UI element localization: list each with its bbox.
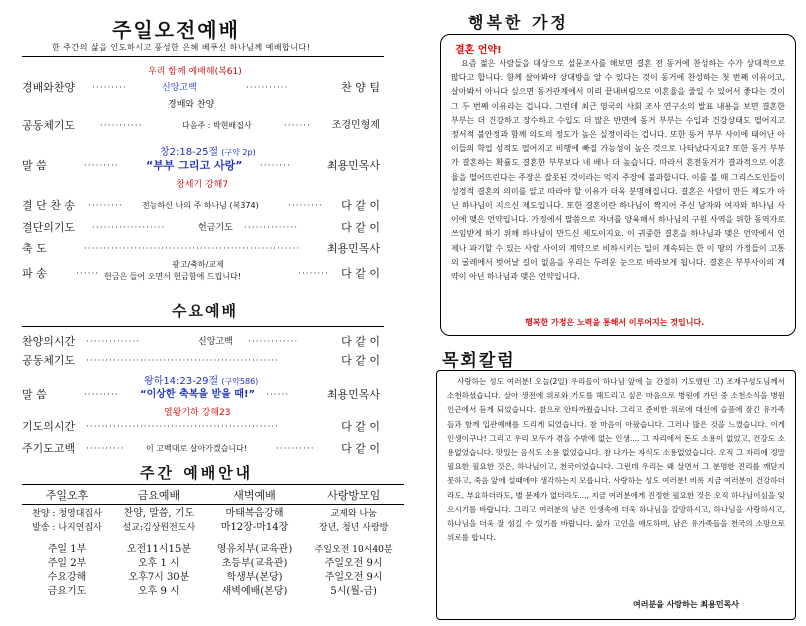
dots: ········· xyxy=(88,201,123,211)
row-label: 축 도 xyxy=(22,242,47,255)
cell-line: 주일 1부 xyxy=(47,543,87,555)
dots: ········· xyxy=(84,161,119,171)
scripture-page: (구약 2p) xyxy=(221,148,256,157)
row-leader: 찬 양 팀 xyxy=(341,81,380,94)
dots: ······ xyxy=(266,390,290,400)
table-row xyxy=(22,505,404,541)
row-label: 말 씀 xyxy=(22,159,47,172)
sermon-series: 창세기 강해7 xyxy=(176,180,229,190)
sunday-service-title: 주일오전예배 xyxy=(112,18,240,42)
preacher: 최용민목사 xyxy=(326,388,380,401)
cell-line: 오후 1 시 xyxy=(138,557,180,569)
cell-line: 주일 2부 xyxy=(47,557,87,569)
pastoral-column-title: 목회칼럼 xyxy=(442,351,516,371)
cell-line: 교제와 나눔 xyxy=(330,509,377,519)
cell-line: 오후 9 시 xyxy=(138,585,180,597)
bulletin-right-column xyxy=(412,0,806,626)
offering-prayer: 헌금기도 xyxy=(198,223,233,233)
lords-prayer-note: 이 고백대로 살아가겠습니다! xyxy=(146,444,248,453)
dots: ························································ xyxy=(84,244,301,254)
cell-line: 초등부(교육관) xyxy=(221,557,288,569)
dots: ············· xyxy=(248,337,299,347)
row-label: 파 송 xyxy=(22,267,47,280)
table-cell xyxy=(303,505,404,541)
cell-line: 마12장-마14장 xyxy=(220,522,289,533)
cell-line: 5시(월-금) xyxy=(330,585,377,597)
cell-line: 금요기도 xyxy=(47,585,87,597)
dots: ··········· xyxy=(246,83,289,93)
cell-line: 마태복음강해 xyxy=(225,508,284,519)
cell-line: 오후7시 30분 xyxy=(128,571,190,583)
dots: ·········· xyxy=(276,444,315,454)
row-leader: 다 같 이 xyxy=(341,420,380,433)
sermon-reference xyxy=(160,143,256,158)
row-label: 결 단 찬 송 xyxy=(22,199,75,212)
row-wed-sermon xyxy=(22,387,380,403)
family-footer: 행복한 가정은 노력을 통해서 이루어지는 것입니다. xyxy=(525,318,705,327)
row-leader: 다 같 이 xyxy=(341,335,380,348)
creed-label: 신앙고백 xyxy=(162,83,197,93)
dots: ·········· xyxy=(86,444,125,454)
table-cell xyxy=(303,541,404,601)
dots: ··················· xyxy=(92,223,166,233)
column-header: 새벽예배 xyxy=(206,486,303,505)
row-leader: 다 같 이 xyxy=(341,221,380,234)
weekly-schedule-title: 주간 예배안내 xyxy=(140,464,254,482)
cell-line: 수요강해 xyxy=(47,571,87,583)
cell-line: 설교:김상원전도사 xyxy=(122,523,196,533)
dots: ········ xyxy=(260,161,291,171)
row-leader: 조경민형제 xyxy=(331,120,380,131)
table-cell xyxy=(22,505,112,541)
dots: ··········· xyxy=(100,121,143,131)
scripture-ref: 왕하14:23-29절 xyxy=(144,376,219,387)
cell-line: 주일오전 9시 xyxy=(324,557,383,569)
scripture-page: (구약586) xyxy=(221,377,259,386)
table-cell xyxy=(112,541,206,601)
row-label: 주기도고백 xyxy=(22,442,76,455)
hymn-title: 전능하신 나의 주 하나님 (복374) xyxy=(142,201,259,210)
cell-line: 영유치부(교육관) xyxy=(216,543,293,555)
row-wed-prayer-time xyxy=(22,419,380,435)
row-leader: 다 같 이 xyxy=(341,199,380,212)
row-leader: 다 같 이 xyxy=(341,442,380,455)
table-cell xyxy=(206,505,303,541)
call-to-worship: 우리 함께 예배해(복61) xyxy=(148,67,242,77)
weekly-schedule-table xyxy=(22,486,404,601)
dots: ········· xyxy=(288,201,323,211)
row-lords-prayer xyxy=(22,441,380,457)
column-header: 금요예배 xyxy=(112,486,206,505)
column-header: 사랑방모임 xyxy=(303,486,404,505)
family-body-text: 요즘 젊은 사람들을 대상으로 설문조사를 해보면 결혼 전 동거에 찬성하는 수가 상대적으로 많다고 합니다. 함께 살아봐야 상대방을 알 수 있다는 것이 동거에 찬성하는 첫 번째 이유이고, 살아봐서 아니다 싶으면 동거관계에서 미리 끝내버림으로 이혼율을 줄일 수 있어서 좋다는 것이 그 두 번째 이유라는 겁니다. 그런데 최근 영국의 사회 조사 연구소의 발표 내용을 보면 결혼한 부부는 더 건강하고 장수하고 수입도 더 많은 반면에 동거 부부는 수입과 건강상태도 떨어지고 정서적 불안정과 함께 의도의 정도가 높은 실정이라는 겁니다. 또한 동거 부부 사이에 태어난 아이들의 학업 성적도 떨어지고 비행에 빠질 가능성이 높은 것으로 나타났다지요? 또한 동거 부부가 결혼하는 확률도 결혼한 부부보다 네 배나 더 높습니다. 따라서 혼전동거가 결과적으로 이혼율을 떨어뜨린다는 주장은 잘못된 것이라는 억지 주장에 불과합니다. 이를 볼 때 그리스도인들이 성경적 결혼의 의미를 알고 따라야 할 이유가 더욱 분명해집니다. 결혼은 사람이 만든 제도가 아닌 하나님이 지으신 제도입니다. 또한 결혼이란 하나님이 짝지어 주신 남자와 여자와 하나님 사이에 맺은 언약입니다. 가정에서 말씀으로 자녀를 양육해서 하나님의 구원 사역을 위한 동역자로 쓰임받게 하기 위해 하나님이 만드신 제도이지요. 이 귀중한 결혼을 하나님과 맺은 언약에서 언제나 파기할 수 있는 사람 사이의 계약으로 비하시키는 일이 계속되는 한 이 땅의 가정들이 고통의 굴레에서 벗어날 길이 없음을 우리는 두려운 눈으로 바라보게 됩니다. 결혼은 부부사이의 계약이 아닌 하나님과 맺은 언약입니다. xyxy=(451,59,785,282)
row-label: 경배와찬양 xyxy=(22,81,76,94)
scripture-ref: 창2:18-25절 xyxy=(160,147,219,158)
cell-line: 주일오전 9시 xyxy=(324,571,383,583)
offering-note: 헌금은 들어 오면서 헌금함에 드립니다! xyxy=(104,272,242,281)
row-leader: 다 같 이 xyxy=(341,267,380,280)
wednesday-service-title: 수요예배 xyxy=(172,302,238,320)
table-cell xyxy=(112,505,206,541)
column-header: 주일오후 xyxy=(22,486,112,505)
row-label: 말 씀 xyxy=(22,388,47,401)
next-week-prayer: 다음주 : 박현배집사 xyxy=(182,121,252,130)
table-header-row xyxy=(22,486,404,505)
dots: ······ xyxy=(76,269,100,279)
pastoral-column-box xyxy=(436,370,796,620)
dots: ·············· xyxy=(244,223,299,233)
sermon-title: “부부 그리고 사랑” xyxy=(146,159,243,172)
dots: ······· xyxy=(284,121,312,131)
praise-sub: 경배와 찬양 xyxy=(168,100,215,110)
row-community-prayer xyxy=(22,118,380,134)
row-label: 공동체기도 xyxy=(22,119,76,132)
row-offering-song xyxy=(22,198,380,214)
cell-line: 주일오전 10시40분 xyxy=(314,544,393,555)
happy-family-title: 행복한 가정 xyxy=(468,13,569,32)
sermon-title: “이상한 축복을 받을 때!” xyxy=(140,389,256,400)
creed-label: 신앙고백 xyxy=(198,337,233,347)
divider xyxy=(22,326,384,327)
cell-line: 찬양, 말씀, 기도 xyxy=(123,508,195,519)
cell-line: 장년, 청년 사랑방 xyxy=(318,523,389,533)
row-sermon xyxy=(22,158,380,174)
row-offering-prayer xyxy=(22,220,380,236)
cell-line: 학생부(본당) xyxy=(226,571,283,583)
dots: ········· xyxy=(84,390,119,400)
sunday-service-subtitle: 한 주간의 삶을 인도하시고 풍성한 은혜 베푸신 하나님께 예배합니다! xyxy=(52,43,311,52)
dots: ········· xyxy=(92,83,127,93)
row-benediction xyxy=(22,241,380,257)
dots: ·················································· xyxy=(86,422,280,432)
cell-line: 오전11시15분 xyxy=(126,543,191,555)
table-cell xyxy=(22,541,112,601)
dots: ·············· xyxy=(86,337,141,347)
row-leader: 다 같 이 xyxy=(341,354,380,367)
dots: ········ xyxy=(298,269,329,279)
row-praise xyxy=(22,80,380,96)
divider xyxy=(22,56,384,57)
row-label: 찬양의시간 xyxy=(22,335,76,348)
cell-line: 발송 : 나지연집사 xyxy=(32,523,102,533)
wed-sermon-reference xyxy=(144,372,258,387)
row-wed-prayer xyxy=(22,353,380,369)
happy-family-box xyxy=(440,34,796,336)
column-signature: 여러분을 사랑하는 최용민목사 xyxy=(633,600,740,609)
cell-line: 새벽예배(본당) xyxy=(221,585,288,597)
preacher: 최용민목사 xyxy=(326,242,380,255)
table-row xyxy=(22,541,404,601)
row-label: 공동체기도 xyxy=(22,354,76,367)
family-heading: 결혼 언약! xyxy=(455,45,502,56)
table-cell xyxy=(206,541,303,601)
row-label: 결단의기도 xyxy=(22,221,76,234)
row-wed-praise xyxy=(22,334,380,350)
announcements: 광고/축하/교제 xyxy=(172,260,224,269)
divider xyxy=(22,484,404,485)
preacher: 최용민목사 xyxy=(326,159,380,172)
cell-line: 찬양 : 청영대집사 xyxy=(32,509,102,519)
sermon-series: 열왕기하 강해23 xyxy=(164,408,231,418)
row-label: 기도의시간 xyxy=(22,420,76,433)
column-body-text: 사랑하는 성도 여러분! 오늘(2일) 우리들이 하나님 앞에 늘 간절히 기도했던 고) 조재구성도님께서 소천하셨습니다. 살아 생전에 위로와 기도를 해드리고 싶은 마음으로 병원에 가던 중 소천소식을 병원 인근에서 듣게 되었습니다. 참으로 안타까웠습니다. 그리고 준비한 위로에 대신에 슬픔에 잠긴 유가족들과 함께 입관예배를 드리게 되었습니다. 참 마음이 아팠습니다. 그러나 많은 것을 느꼈습니다. 이게 인생이구나! 그리고 우리 모두가 겪을 수밖에 없는 인생.... 그 자리에서 돈도 소용이 없었고, 건강도 소용없었습니다. 맛있는 음식도 소용 없었습니다. 참 나가는 자식도 소용없었습니다. 오직 그 자리에 정말 필요한 필요한 것은, 하나님이고, 천국이었습니다. 그런데 우리는 왜 살면서 그 분명한 진리를 깨닫지 못하고, 죽음 앞에 설때에야 생각하는지 모릅니다. 사랑하는 성도 여러분! 비록 지금 여러분이 건강하더라도, 부요하더라도, 별 문제가 없더라도..., 지금 여러분에게 진정한 필요한 것은 오직 하나님이심을 잊으시기를 바랍니다. 그리고 여러분의 남은 인생속에 더욱 하나님을 갈망하시고, 하나님을 사랑하시고, 하나님을 더욱 잘 섬길 수 있기를 바랍니다. 삶가 고인을 애도하며, 남은 유가족들을 천국의 소망으로 위로를 합니다. xyxy=(447,377,785,543)
dots: ·················································· xyxy=(86,356,280,366)
